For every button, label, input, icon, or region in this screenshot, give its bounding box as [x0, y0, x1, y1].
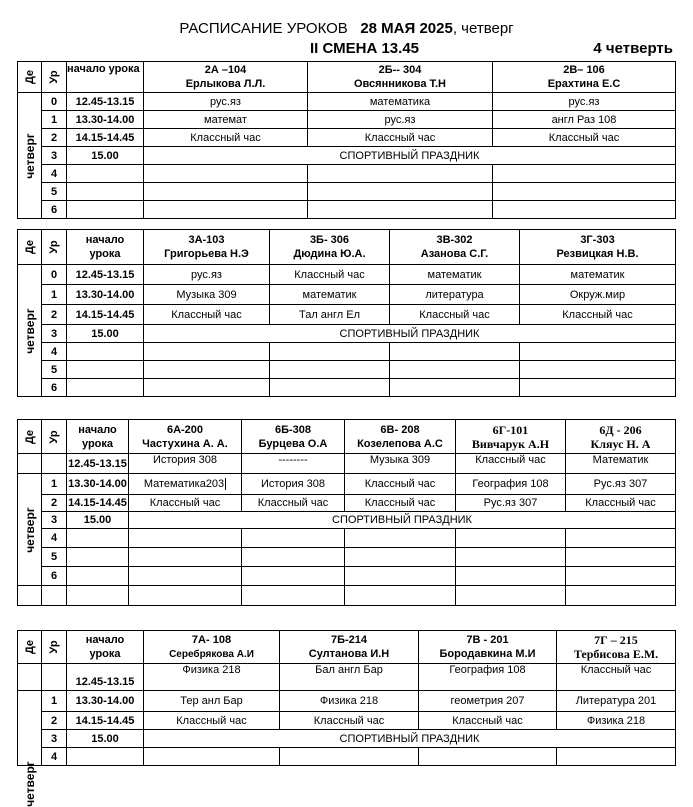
table-row [18, 201, 676, 219]
lesson-number: 3 [42, 512, 67, 529]
title-day: , четверг [452, 20, 514, 37]
shift-label: II СМЕНА 13.45 [310, 40, 420, 57]
lesson-number: 2 [42, 305, 67, 325]
lesson-time: 13.30-14.00 [67, 111, 144, 129]
table-row [18, 111, 676, 129]
class-header: 6Г-101 Вивчарук А.Н [456, 420, 566, 454]
lesson-cell: Физика 218 [144, 664, 280, 691]
day-label: четверг [18, 691, 42, 766]
lesson-cell: рус.яз [144, 93, 308, 111]
lesson-cell[interactable]: Математика203 [129, 474, 242, 495]
lesson-cell: Классный час [144, 305, 270, 325]
lesson-cell: литература [390, 285, 520, 305]
table-row [18, 343, 676, 361]
lesson-cell: Классный час [419, 712, 557, 730]
lesson-time: 12.45-13.15 [67, 454, 129, 474]
table-row [18, 691, 676, 712]
table-row [18, 664, 676, 691]
class-header: 7В - 201 Бородавкина М.И [419, 631, 557, 664]
lesson-cell: Бал англ Бар [280, 664, 419, 691]
lesson-cell: математик [520, 265, 676, 285]
lesson-cell: математика [308, 93, 493, 111]
lesson-cell: Окруж.мир [520, 285, 676, 305]
lesson-number: 5 [42, 183, 67, 201]
lesson-time: 12.45-13.15 [67, 265, 144, 285]
lesson-time: 12.45-13.15 [67, 664, 144, 691]
day-label: четверг [18, 265, 42, 397]
lesson-cell: Классный час [280, 712, 419, 730]
schedule-table-grade6 [17, 419, 676, 606]
table-row [18, 730, 676, 748]
lesson-number: 2 [42, 495, 67, 512]
table-row [18, 129, 676, 147]
lesson-time: 13.30-14.00 [67, 285, 144, 305]
table-row [18, 529, 676, 548]
table-row [18, 93, 676, 111]
lesson-cell: Классный час [144, 129, 308, 147]
lesson-cell: История 308 [242, 474, 345, 495]
lesson-number: 1 [42, 474, 67, 495]
lesson-cell: Классный час [345, 495, 456, 512]
class-header: 3Г-303 Резвицкая Н.В. [520, 230, 676, 265]
class-header: 2Б-- 304 Овсянникова Т.Н [308, 62, 493, 93]
lesson-cell: рус.яз [308, 111, 493, 129]
lesson-cell: Классный час [557, 664, 676, 691]
lesson-time: 15.00 [67, 325, 144, 343]
sport-event-cell: СПОРТИВНЫЙ ПРАЗДНИК [144, 325, 676, 343]
lesson-cell: рус.яз [144, 265, 270, 285]
class-header: 7Б-214 Султанова И.Н [280, 631, 419, 664]
table-row [18, 325, 676, 343]
col-lesson-header: Ур [42, 230, 67, 265]
lesson-cell: История 308 [129, 454, 242, 474]
table-row [18, 165, 676, 183]
table-row [18, 512, 676, 529]
table-row [18, 454, 676, 474]
lesson-cell: Рус.яз 307 [566, 474, 676, 495]
lesson-number: 5 [42, 548, 67, 567]
table-header-row [18, 420, 676, 454]
lesson-time: 14.15-14.45 [67, 129, 144, 147]
sport-event-cell: СПОРТИВНЫЙ ПРАЗДНИК [129, 512, 676, 529]
lesson-cell: Классный час [456, 454, 566, 474]
lesson-cell: Классный час [144, 712, 280, 730]
lesson-cell: Классный час [308, 129, 493, 147]
day-label: четверг [18, 474, 42, 586]
lesson-number: 1 [42, 111, 67, 129]
table-row [18, 474, 676, 495]
lesson-cell: Тер анл Бар [144, 691, 280, 712]
lesson-cell: Классный час [390, 305, 520, 325]
lesson-number: 1 [42, 691, 67, 712]
lesson-cell: Классный час [520, 305, 676, 325]
lesson-number: 4 [42, 165, 67, 183]
lesson-cell: математ [144, 111, 308, 129]
lesson-cell: Классный час [566, 495, 676, 512]
col-lesson-header: Ур [42, 631, 67, 664]
text-cursor [225, 478, 226, 490]
class-header: 3Б- 306 Дюдина Ю.А. [270, 230, 390, 265]
col-lesson-header: Ур [42, 420, 67, 454]
lesson-time: 15.00 [67, 730, 144, 748]
table-header-row [18, 631, 676, 664]
lesson-cell: География 108 [456, 474, 566, 495]
lesson-cell: Математик [566, 454, 676, 474]
col-day-header: Де [18, 230, 42, 265]
schedule-table-grade7 [17, 630, 676, 807]
day-label: четверг [18, 93, 42, 219]
col-day-header: Де [18, 420, 42, 454]
document-title [0, 20, 693, 37]
table-row [18, 265, 676, 285]
lesson-number: 5 [42, 361, 67, 379]
lesson-cell: География 108 [419, 664, 557, 691]
lesson-cell: Рус.яз 307 [456, 495, 566, 512]
lesson-cell: Тал англ Ел [270, 305, 390, 325]
schedule-table-grade3 [17, 229, 676, 397]
lesson-number: 3 [42, 325, 67, 343]
lesson-cell: Музыка 309 [144, 285, 270, 305]
table-row [18, 586, 676, 606]
lesson-number: 6 [42, 201, 67, 219]
quarter-label: 4 четверть [593, 40, 673, 57]
lesson-time: 12.45-13.15 [67, 93, 144, 111]
lesson-time: 13.30-14.00 [67, 474, 129, 495]
class-header: 2В– 106 Ерахтина Е.С [493, 62, 676, 93]
lesson-number: 6 [42, 379, 67, 397]
title-prefix: РАСПИСАНИЕ УРОКОВ [179, 20, 348, 37]
col-start-header: начало урока [67, 230, 144, 265]
lesson-time: 13.30-14.00 [67, 691, 144, 712]
class-header: 7Г – 215 Тербисова Е.М. [557, 631, 676, 664]
lesson-cell: Физика 218 [280, 691, 419, 712]
col-day-header: Де [18, 631, 42, 664]
lesson-cell: Физика 218 [557, 712, 676, 730]
lesson-cell: математик [270, 285, 390, 305]
lesson-cell: Музыка 309 [345, 454, 456, 474]
class-header: 3В-302 Азанова С.Г. [390, 230, 520, 265]
col-start-header: начало урока [67, 420, 129, 454]
table-row [18, 285, 676, 305]
table-row [18, 183, 676, 201]
col-start-header: начало урока [67, 62, 144, 93]
lesson-cell: Литература 201 [557, 691, 676, 712]
lesson-cell: -------- [242, 454, 345, 474]
lesson-number: 1 [42, 285, 67, 305]
lesson-cell: Классный час [242, 495, 345, 512]
lesson-time: 15.00 [67, 147, 144, 165]
class-header: 6Д - 206 Кляус Н. А [566, 420, 676, 454]
lesson-number: 2 [42, 129, 67, 147]
lesson-time: 15.00 [67, 512, 129, 529]
lesson-number: 4 [42, 529, 67, 548]
lesson-time: 14.15-14.45 [67, 495, 129, 512]
table-row [18, 361, 676, 379]
table-header-row [18, 230, 676, 265]
table-row [18, 567, 676, 586]
class-header: 7А- 108 Серебрякова А.И [144, 631, 280, 664]
class-header: 2А –104 Ерлыкова Л.Л. [144, 62, 308, 93]
schedule-table-grade2 [17, 61, 676, 219]
table-row [18, 147, 676, 165]
table-row [18, 712, 676, 730]
lesson-cell: Классный час [345, 474, 456, 495]
lesson-cell: англ Раз 108 [493, 111, 676, 129]
col-start-header: начало урока [67, 631, 144, 664]
table-row [18, 305, 676, 325]
lesson-number: 3 [42, 730, 67, 748]
lesson-number: 6 [42, 567, 67, 586]
lesson-number: 0 [42, 93, 67, 111]
sport-event-cell: СПОРТИВНЫЙ ПРАЗДНИК [144, 147, 676, 165]
title-date: 28 МАЯ 2025 [360, 20, 453, 37]
lesson-cell: рус.яз [493, 93, 676, 111]
shift-line [0, 40, 693, 60]
lesson-cell: Классный час [129, 495, 242, 512]
class-header: 3А-103 Григорьева Н.Э [144, 230, 270, 265]
lesson-number: 4 [42, 748, 67, 766]
lesson-number: 0 [42, 265, 67, 285]
table-row [18, 748, 676, 766]
lesson-cell: Классный час [493, 129, 676, 147]
lesson-time: 14.15-14.45 [67, 305, 144, 325]
table-row [18, 379, 676, 397]
class-header: 6Б-308 Бурцева О.А [242, 420, 345, 454]
lesson-number: 4 [42, 343, 67, 361]
lesson-number: 2 [42, 712, 67, 730]
class-header: 6А-200 Частухина А. А. [129, 420, 242, 454]
lesson-number: 3 [42, 147, 67, 165]
table-row [18, 548, 676, 567]
lesson-time: 14.15-14.45 [67, 712, 144, 730]
lesson-cell: математик [390, 265, 520, 285]
sport-event-cell: СПОРТИВНЫЙ ПРАЗДНИК [144, 730, 676, 748]
class-header: 6В- 208 Козелепова А.С [345, 420, 456, 454]
lesson-cell: Классный час [270, 265, 390, 285]
table-row [18, 495, 676, 512]
col-lesson-header: Ур [42, 62, 67, 93]
lesson-cell: геометрия 207 [419, 691, 557, 712]
table-header-row [18, 62, 676, 93]
col-day-header: Де [18, 62, 42, 93]
